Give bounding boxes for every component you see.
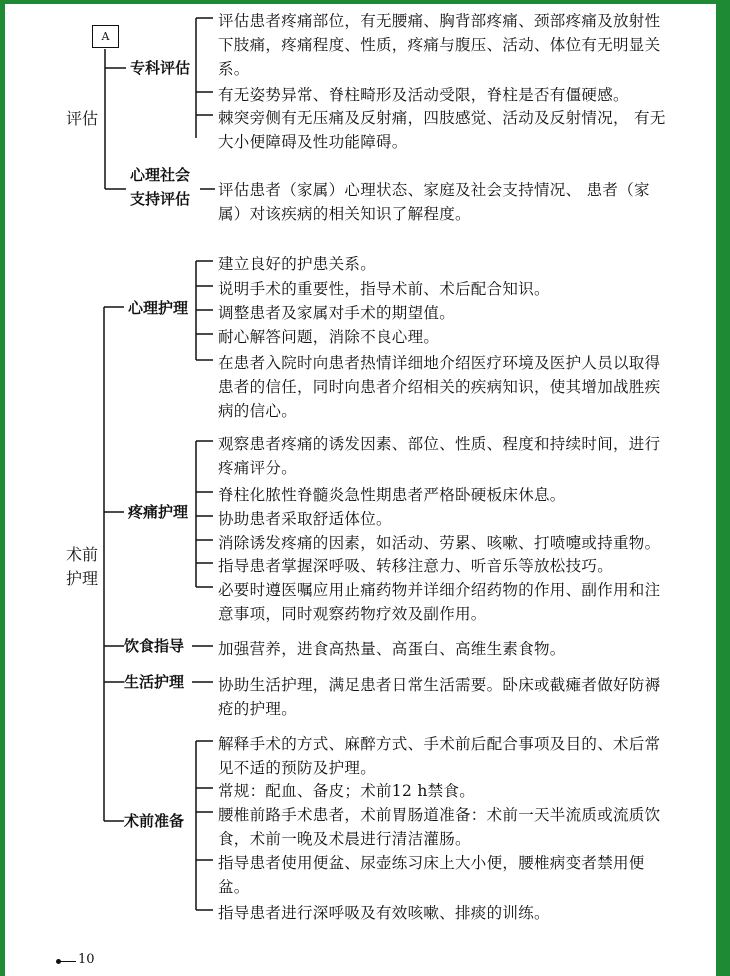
section-badge: A [92, 25, 119, 48]
preop-heading-line-1: 术前 [66, 545, 99, 564]
specialty-item-1-line-2: 下肢痛，疼痛程度、性质，疼痛与腹压、活动、体位有无明显关 [218, 36, 661, 54]
specialty-item-3-line-2: 大小便障碍及性功能障碍。 [218, 133, 408, 151]
prep-item-1-line-1: 解释手术的方式、麻醉方式、手术前后配合事项及目的、术后常 [218, 735, 661, 753]
prep-item-2: 常规：配血、备皮；术前12 h禁食。 [218, 782, 476, 800]
psych-care-label: 心理护理 [128, 299, 189, 317]
page-number: 10 [78, 952, 95, 967]
prep-item-4-line-2: 盆。 [218, 878, 250, 896]
psych-item-5-line-3: 病的信心。 [218, 402, 298, 420]
pain-item-5: 指导患者掌握深呼吸、转移注意力、听音乐等放松技巧。 [218, 557, 614, 575]
pain-item-1-line-2: 疼痛评分。 [218, 459, 298, 477]
pain-item-2: 脊柱化脓性脊髓炎急性期患者严格卧硬板床休息。 [218, 486, 566, 504]
page-number-rule [60, 961, 76, 962]
prep-item-1-line-2: 见不适的预防及护理。 [218, 759, 377, 777]
daily-care-label: 生活护理 [124, 673, 185, 691]
pain-item-4: 消除诱发疼痛的因素，如活动、劳累、咳嗽、打喷嚏或持重物。 [218, 534, 661, 552]
assessment-heading: 评估 [66, 109, 99, 128]
psych-item-1: 建立良好的护患关系。 [218, 255, 377, 273]
life-item-1-line-1: 协助生活护理，满足患者日常生活需要。卧床或截瘫者做好防褥 [218, 676, 661, 694]
prep-item-4-line-1: 指导患者使用便盆、尿壶练习床上大小便，腰椎病变者禁用便 [218, 854, 645, 872]
psych-item-5-line-1: 在患者入院时向患者热情详细地介绍医疗环境及医护人员以取得 [218, 354, 661, 372]
psychosocial-label-line-2: 支持评估 [130, 190, 191, 208]
psychosocial-item-line-2: 属）对该疾病的相关知识了解程度。 [218, 205, 471, 223]
pain-item-3: 协助患者采取舒适体位。 [218, 510, 392, 528]
pain-item-6-line-2: 意事项，同时观察药物疗效及副作用。 [218, 605, 487, 623]
psychosocial-item-line-1: 评估患者（家属）心理状态、家庭及社会支持情况、 患者（家 [218, 181, 650, 199]
psych-item-2: 说明手术的重要性，指导术前、术后配合知识。 [218, 280, 550, 298]
life-item-1-line-2: 疮的护理。 [218, 700, 298, 718]
pain-item-6-line-1: 必要时遵医嘱应用止痛药物并详细介绍药物的作用、副作用和注 [218, 581, 661, 599]
psych-item-3: 调整患者及家属对手术的期望值。 [218, 304, 456, 322]
specialty-item-1-line-3: 系。 [218, 60, 250, 78]
specialty-assessment-label: 专科评估 [130, 59, 191, 77]
specialty-item-2: 有无姿势异常、脊柱畸形及活动受限，脊柱是否有僵硬感。 [218, 86, 629, 104]
pain-item-1-line-1: 观察患者疼痛的诱发因素、部位、性质、程度和持续时间，进行 [218, 435, 661, 453]
prep-item-5: 指导患者进行深呼吸及有效咳嗽、排痰的训练。 [218, 904, 550, 922]
pain-care-label: 疼痛护理 [128, 503, 189, 521]
preop-heading-line-2: 护理 [66, 569, 99, 588]
diet-item-1: 加强营养，进食高热量、高蛋白、高维生素食物。 [218, 640, 566, 658]
specialty-item-1-line-1: 评估患者疼痛部位，有无腰痛、胸背部疼痛、颈部疼痛及放射性 [218, 12, 661, 30]
psych-item-4: 耐心解答问题，消除不良心理。 [218, 328, 440, 346]
preop-prep-label: 术前准备 [124, 812, 185, 830]
prep-item-3-line-1: 腰椎前路手术患者，术前胃肠道准备：术前一天半流质或流质饮 [218, 806, 661, 824]
diet-guidance-label: 饮食指导 [124, 637, 185, 655]
psychosocial-label-line-1: 心理社会 [130, 166, 191, 184]
psych-item-5-line-2: 患者的信任，同时向患者介绍相关的疾病知识，使其增加战胜疾 [218, 378, 661, 396]
prep-item-3-line-2: 食，术前一晚及术晨进行清洁灌肠。 [218, 830, 471, 848]
specialty-item-3-line-1: 棘突旁侧有无压痛及反射痛，四肢感觉、活动及反射情况， 有无 [218, 109, 666, 127]
